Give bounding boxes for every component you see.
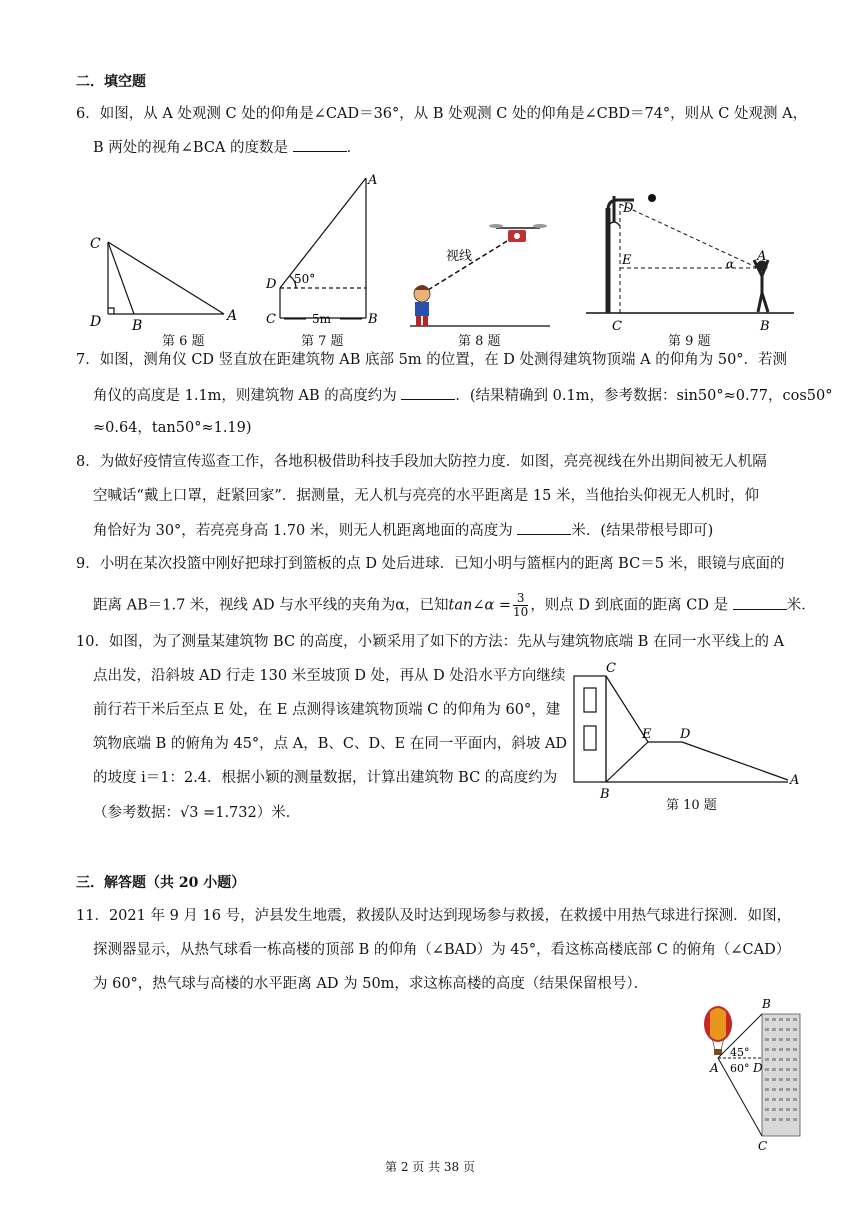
section-title-fill-blank: 二．填空题 <box>76 74 146 90</box>
fig11-building <box>762 1014 800 1136</box>
fig9-label-b: B <box>760 319 770 334</box>
fig7-label-c: C <box>266 312 276 327</box>
q8-line3a: 角恰好为 30°，若亮亮身高 1.70 米，则无人机距离地面的高度为 <box>93 523 513 539</box>
fig11-label-60: 60° <box>730 1062 750 1075</box>
q9-line2a: 距离 AB＝1.7 米，视线 AD 与水平线的夹角为α，已知 <box>93 597 449 614</box>
q8-line2: 空喊话“戴上口罩，赶紧回家”．据测量，无人机与亮亮的水平距离是 15 米，当他抬头仰视无人机时，仰 <box>93 488 759 504</box>
fig11-label-d: D <box>753 1061 763 1075</box>
fig10-window-2 <box>584 726 596 750</box>
q11-line3: 为 60°，热气球与高楼的水平距离 AD 为 50m，求这栋高楼的高度（结果保留根号）． <box>93 976 649 992</box>
fig10-caption: 第 10 题 <box>666 798 717 813</box>
fig10-label-e: E <box>642 727 652 742</box>
q7-line1: 7．如图，测角仪 CD 竖直放在距建筑物 AB 底部 5m 的位置，在 D 处测得建筑物顶端 A 的仰角为 50°．若测 <box>76 352 788 368</box>
section-title-answer: 三．解答题（共 20 小题） <box>76 875 246 891</box>
q8-answer-blank <box>517 520 571 535</box>
q6-line2-text: B 两处的视角∠BCA 的度数是 <box>93 140 289 156</box>
fig9-label-d: D <box>623 201 634 216</box>
fig9-line-da <box>620 204 758 268</box>
q10-line1: 10．如图，为了测量某建筑物 BC 的高度，小颖采用了如下的方法：先从与建筑物底端 B 在同一水平线上的 A <box>76 634 785 650</box>
q7-line2b: ．(结果精确到 0.1m，参考数据：sin50°≈0.77，cos50° <box>455 388 833 404</box>
fig7-label-d: D <box>266 277 277 292</box>
fig10-label-a: A <box>790 773 800 788</box>
fig6-caption: 第 6 题 <box>162 334 205 349</box>
fig6-line-ca <box>108 242 224 314</box>
fig6-label-c: C <box>90 236 101 252</box>
q10-line2: 点出发，沿斜坡 AD 行走 130 米至坡顶 D 处，再从 D 处沿水平方向继续 <box>93 668 566 684</box>
q9-line1: 9．小明在某次投篮中刚好把球打到篮板的点 D 处后进球．已知小明与篮框内的距离 BC＝5 米，眼镜与底面的 <box>76 556 785 572</box>
q7-line3: ≈0.64，tan50°≈1.19) <box>93 420 252 436</box>
q7-line2 <box>93 385 833 406</box>
q9-fraction <box>513 592 528 619</box>
q9-line2b: ，则点 D 到底面的距离 CD 是 <box>530 597 729 614</box>
fig9-ball <box>648 194 656 202</box>
q10-line3: 前行若干米后至点 E 处，在 E 点测得该建筑物顶端 C 的仰角为 60°，建 <box>93 702 561 718</box>
fig10-building <box>574 676 606 782</box>
fig10-label-d: D <box>680 727 691 742</box>
fig10-label-c: C <box>606 661 616 676</box>
fig10-line-da <box>682 742 788 780</box>
q10-line6: （参考数据：√3 =1.732）米． <box>93 805 301 821</box>
fig7-caption: 第 7 题 <box>301 334 344 349</box>
fig8-boy <box>414 285 430 326</box>
fig10-window-1 <box>584 688 596 712</box>
q8-line3 <box>93 520 713 541</box>
q8-line1: 8．为做好疫情宣传巡查工作，各地积极借助科技手段加大防控力度．如图，亮亮视线在外出期间被无人机隔 <box>76 454 767 470</box>
fig11-label-b: B <box>762 997 771 1011</box>
fig9-caption: 第 9 题 <box>668 334 711 349</box>
q10-line5: 的坡度 i＝1：2.4．根据小颖的测量数据，计算出建筑物 BC 的高度约为 <box>93 770 558 786</box>
fig8-drone <box>489 224 547 242</box>
fig8-sightline <box>428 238 512 290</box>
fig6-label-a: A <box>227 308 238 324</box>
q6-answer-blank <box>293 137 347 152</box>
page-footer: 第 2 页 共 38 页 <box>385 1160 475 1174</box>
q9-line2c: 米． <box>786 597 816 614</box>
fig8-label-sightline: 视线 <box>446 249 473 264</box>
fig9-label-alpha: α <box>726 257 735 271</box>
q7-line2a: 角仪的高度是 1.1m，则建筑物 AB 的高度约为 <box>93 388 397 404</box>
q9-line2 <box>93 592 816 619</box>
fig11-label-c: C <box>758 1139 768 1153</box>
q7-answer-blank <box>401 385 455 400</box>
q9-frac-den: 10 <box>513 605 529 619</box>
q6-line2-end: ． <box>346 140 362 156</box>
fig7-label-angle: 50° <box>294 272 316 286</box>
fig6-label-d: D <box>90 314 102 330</box>
q10-line4: 筑物底端 B 的俯角为 45°，点 A，B、C、D、E 在同一平面内，斜坡 AD <box>93 736 568 752</box>
fig7-label-distance: 5m <box>312 312 332 326</box>
figure-6 <box>84 230 249 345</box>
figure-9 <box>576 188 801 338</box>
figure-8 <box>400 212 560 332</box>
fig11-label-a: A <box>710 1061 719 1075</box>
q9-frac-num: 3 <box>513 592 528 606</box>
fig9-label-c: C <box>612 319 622 334</box>
fig7-label-a: A <box>368 173 378 188</box>
fig8-caption: 第 8 题 <box>458 334 501 349</box>
fig6-label-b: B <box>132 318 143 334</box>
figure-10 <box>566 660 806 810</box>
fig10-line-be <box>606 742 648 782</box>
q6-line1: 6．如图，从 A 处观测 C 处的仰角是∠CAD＝36°，从 B 处观测 C 处的仰角是∠CBD＝74°，则从 C 处观测 A， <box>76 106 808 122</box>
fig7-label-b: B <box>368 312 378 327</box>
q11-line1: 11．2021 年 9 月 16 号，泸县发生地震，救援队及时达到现场参与救援，在救援中用热气球进行探测．如图， <box>76 908 792 924</box>
fig7-line-da <box>280 178 366 288</box>
figure-7 <box>258 168 388 340</box>
fig6-right-angle-mark <box>108 308 114 314</box>
q9-tan: tan∠α = <box>448 597 512 614</box>
q11-line2: 探测器显示，从热气球看一栋高楼的顶部 B 的仰角（∠BAD）为 45°，看这栋高楼底部 C 的俯角（∠CAD） <box>93 942 791 958</box>
q9-answer-blank <box>733 595 787 610</box>
q8-line3b: 米．(结果带根号即可) <box>571 523 714 539</box>
fig11-label-45: 45° <box>730 1046 750 1059</box>
fig6-line-cb <box>108 242 134 314</box>
fig9-label-e: E <box>622 253 632 268</box>
figure-11 <box>696 994 806 1154</box>
q6-line2 <box>93 137 361 158</box>
fig9-label-a: A <box>757 249 767 264</box>
fig10-label-b: B <box>600 787 610 802</box>
